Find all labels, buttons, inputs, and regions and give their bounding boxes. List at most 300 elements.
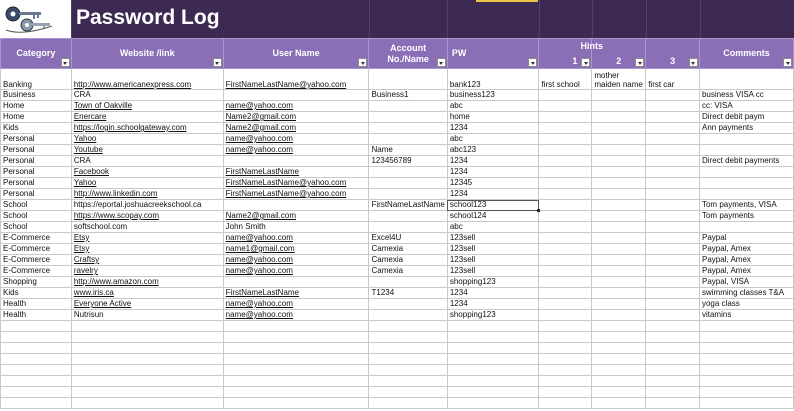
empty-cell[interactable] — [646, 332, 700, 343]
cell-category[interactable]: Personal — [1, 167, 72, 178]
cell-category[interactable]: School — [1, 211, 72, 222]
header-hint-2[interactable] — [580, 39, 646, 69]
empty-cell[interactable] — [646, 343, 700, 354]
cell-account[interactable] — [369, 178, 447, 189]
cell-hint-1[interactable]: first school — [539, 69, 592, 90]
empty-cell[interactable] — [592, 343, 646, 354]
empty-cell[interactable] — [71, 354, 223, 365]
cell-comments[interactable]: Paypal — [699, 233, 793, 244]
cell-category[interactable]: E-Commerce — [1, 255, 72, 266]
cell-category[interactable]: Personal — [1, 134, 72, 145]
empty-cell[interactable] — [223, 354, 369, 365]
cell-hint-1[interactable] — [539, 310, 592, 321]
cell-account[interactable]: FirstNameLastName — [369, 200, 447, 211]
cell-hint-3[interactable] — [646, 123, 700, 134]
cell-hint-1[interactable] — [539, 288, 592, 299]
cell-username[interactable]: Name2@gmail.com — [223, 123, 369, 134]
column-divider — [700, 0, 701, 38]
cell-category[interactable]: Personal — [1, 156, 72, 167]
empty-cell[interactable] — [539, 354, 592, 365]
empty-cell[interactable] — [592, 354, 646, 365]
cell-hint-3[interactable] — [646, 310, 700, 321]
cell-comments[interactable] — [699, 178, 793, 189]
cell-username[interactable]: FirstNameLastName@yahoo.com — [223, 178, 369, 189]
cell-password[interactable]: abc — [447, 222, 539, 233]
cell-username[interactable]: name@yahoo.com — [223, 145, 369, 156]
cell-website[interactable]: https://login.schoolgateway.com — [71, 123, 223, 134]
cell-comments[interactable]: Ann payments — [699, 123, 793, 134]
cell-website[interactable]: www.iris.ca — [71, 288, 223, 299]
cell-account[interactable]: Name — [369, 145, 447, 156]
cell-website[interactable]: CRA — [71, 90, 223, 101]
filter-dropdown-icon[interactable] — [528, 58, 537, 67]
empty-cell[interactable] — [699, 398, 793, 409]
empty-cell[interactable] — [71, 398, 223, 409]
empty-cell[interactable] — [539, 332, 592, 343]
empty-cell[interactable] — [369, 354, 447, 365]
keys-logo-icon — [0, 0, 72, 38]
cell-password[interactable]: shopping123 — [447, 310, 539, 321]
cell-hint-2[interactable] — [592, 178, 646, 189]
cell-password[interactable]: business123 — [447, 90, 539, 101]
header-label: Website /link — [119, 48, 175, 58]
filter-dropdown-icon[interactable] — [581, 58, 590, 67]
cell-website[interactable]: ravelry — [71, 266, 223, 277]
cell-hint-1[interactable] — [539, 123, 592, 134]
column-divider — [592, 0, 593, 38]
cell-account[interactable] — [369, 69, 447, 90]
cell-username[interactable]: FirstNameLastName — [223, 288, 369, 299]
cell-comments[interactable]: Direct debit paym — [699, 112, 793, 123]
cell-category[interactable]: Personal — [1, 145, 72, 156]
cell-comments[interactable]: Tom payments — [699, 211, 793, 222]
cell-password[interactable]: abc123 — [447, 145, 539, 156]
cell-website[interactable]: Facebook — [71, 167, 223, 178]
empty-cell[interactable] — [646, 365, 700, 376]
empty-cell[interactable] — [1, 354, 72, 365]
cell-website[interactable]: Yahoo — [71, 134, 223, 145]
cell-hint-3[interactable] — [646, 90, 700, 101]
empty-cell[interactable] — [646, 398, 700, 409]
cell-hint-3[interactable] — [646, 134, 700, 145]
empty-cell[interactable] — [447, 343, 539, 354]
table-row — [1, 211, 794, 222]
cell-username[interactable]: John Smith — [223, 222, 369, 233]
cell-username[interactable]: FirstNameLastName@yahoo.com — [223, 69, 369, 90]
cell-password[interactable]: 123sell — [447, 255, 539, 266]
cell-password[interactable]: 1234 — [447, 123, 539, 134]
empty-cell[interactable] — [539, 387, 592, 398]
cell-category[interactable]: Home — [1, 112, 72, 123]
cell-password[interactable]: home — [447, 112, 539, 123]
cell-account[interactable]: T1234 — [369, 288, 447, 299]
cell-website[interactable]: Nutrisun — [71, 310, 223, 321]
cell-password[interactable]: school124 — [447, 211, 539, 222]
cell-website[interactable]: softschool.com — [71, 222, 223, 233]
empty-cell[interactable] — [592, 398, 646, 409]
cell-website[interactable]: https://eportal.joshuacreekschool.ca — [71, 200, 223, 211]
empty-cell[interactable] — [1, 332, 72, 343]
empty-cell[interactable] — [223, 376, 369, 387]
cell-username[interactable]: Name2@gmail.com — [223, 211, 369, 222]
filter-dropdown-icon[interactable] — [437, 58, 446, 67]
cell-comments[interactable]: Tom payments, VISA — [699, 200, 793, 211]
cell-hint-3[interactable] — [646, 299, 700, 310]
cell-comments[interactable]: yoga class — [699, 299, 793, 310]
empty-cell[interactable] — [369, 321, 447, 332]
empty-cell[interactable] — [447, 398, 539, 409]
cell-password[interactable]: 1234 — [447, 189, 539, 200]
cell-hint-3[interactable] — [646, 156, 700, 167]
cell-username[interactable]: name@yahoo.com — [223, 233, 369, 244]
empty-cell[interactable] — [646, 376, 700, 387]
cell-website[interactable]: http://www.linkedin.com — [71, 189, 223, 200]
cell-hint-1[interactable] — [539, 156, 592, 167]
cell-category[interactable]: Health — [1, 299, 72, 310]
empty-cell[interactable] — [646, 354, 700, 365]
cell-website[interactable]: Craftsy — [71, 255, 223, 266]
cell-hint-1[interactable] — [539, 277, 592, 288]
cell-hint-3[interactable] — [646, 222, 700, 233]
header-category[interactable] — [1, 39, 72, 69]
empty-cell[interactable] — [1, 376, 72, 387]
cell-hint-3[interactable] — [646, 112, 700, 123]
empty-row — [1, 365, 794, 376]
empty-cell[interactable] — [223, 387, 369, 398]
cell-category[interactable]: Kids — [1, 123, 72, 134]
cell-hint-2[interactable] — [592, 310, 646, 321]
cell-website[interactable]: Enercare — [71, 112, 223, 123]
cell-comments[interactable] — [699, 167, 793, 178]
cell-comments[interactable] — [699, 189, 793, 200]
cell-hint-2[interactable] — [592, 90, 646, 101]
cell-account[interactable] — [369, 222, 447, 233]
cell-website[interactable]: Town of Oakville — [71, 101, 223, 112]
cell-username[interactable] — [223, 277, 369, 288]
filter-dropdown-icon[interactable] — [783, 58, 792, 67]
cell-hint-2[interactable] — [592, 167, 646, 178]
empty-cell[interactable] — [699, 332, 793, 343]
cell-hint-1[interactable] — [539, 90, 592, 101]
cell-hint-1[interactable] — [539, 222, 592, 233]
cell-website[interactable]: CRA — [71, 156, 223, 167]
cell-website[interactable]: Etsy — [71, 244, 223, 255]
cell-hint-3[interactable] — [646, 178, 700, 189]
cell-hint-2[interactable]: mother maiden name — [592, 69, 646, 90]
cell-account[interactable] — [369, 167, 447, 178]
empty-cell[interactable] — [699, 365, 793, 376]
cell-hint-3[interactable] — [646, 211, 700, 222]
cell-password[interactable]: abc — [447, 101, 539, 112]
empty-cell[interactable] — [71, 343, 223, 354]
cell-hint-3[interactable] — [646, 101, 700, 112]
cell-username[interactable]: name@yahoo.com — [223, 255, 369, 266]
cell-password[interactable]: 123sell — [447, 233, 539, 244]
cell-website[interactable]: http://www.amazon.com — [71, 277, 223, 288]
cell-hint-2[interactable] — [592, 112, 646, 123]
empty-cell[interactable] — [223, 398, 369, 409]
header-pw[interactable] — [447, 39, 539, 69]
column-divider — [539, 0, 540, 38]
empty-cell[interactable] — [223, 321, 369, 332]
cell-website[interactable]: Youtube — [71, 145, 223, 156]
empty-cell[interactable] — [447, 321, 539, 332]
cell-category[interactable]: Health — [1, 310, 72, 321]
cell-username[interactable]: FirstNameLastName@yahoo.com — [223, 189, 369, 200]
header-hint-3[interactable] — [646, 39, 700, 69]
cell-comments[interactable]: swimming classes T&A — [699, 288, 793, 299]
cell-comments[interactable]: business VISA cc — [699, 90, 793, 101]
cell-hint-1[interactable] — [539, 178, 592, 189]
cell-comments[interactable]: Paypal, VISA — [699, 277, 793, 288]
cell-username[interactable] — [223, 156, 369, 167]
empty-cell[interactable] — [699, 321, 793, 332]
cell-password[interactable]: 12345 — [447, 178, 539, 189]
cell-username[interactable]: FirstNameLastName — [223, 167, 369, 178]
cell-password[interactable]: 123sell — [447, 244, 539, 255]
cell-comments[interactable]: Paypal, Amex — [699, 255, 793, 266]
empty-cell[interactable] — [223, 343, 369, 354]
cell-hint-1[interactable] — [539, 101, 592, 112]
empty-cell[interactable] — [539, 365, 592, 376]
empty-cell[interactable] — [539, 376, 592, 387]
empty-cell[interactable] — [539, 398, 592, 409]
cell-category[interactable]: E-Commerce — [1, 233, 72, 244]
empty-cell[interactable] — [592, 376, 646, 387]
empty-cell[interactable] — [592, 365, 646, 376]
cell-hint-2[interactable] — [592, 134, 646, 145]
cell-hint-2[interactable] — [592, 189, 646, 200]
empty-cell[interactable] — [1, 398, 72, 409]
cell-hint-1[interactable] — [539, 200, 592, 211]
cell-hint-2[interactable] — [592, 156, 646, 167]
empty-cell[interactable] — [369, 376, 447, 387]
cell-hint-1[interactable] — [539, 112, 592, 123]
cell-comments[interactable]: Direct debit payments — [699, 156, 793, 167]
empty-cell[interactable] — [592, 387, 646, 398]
empty-cell[interactable] — [369, 398, 447, 409]
cell-account[interactable] — [369, 134, 447, 145]
cell-account[interactable]: Camexia — [369, 266, 447, 277]
cell-hint-3[interactable] — [646, 145, 700, 156]
cell-category[interactable]: E-Commerce — [1, 244, 72, 255]
cell-comments[interactable]: vitamins — [699, 310, 793, 321]
cell-username[interactable]: name@yahoo.com — [223, 134, 369, 145]
empty-cell[interactable] — [447, 354, 539, 365]
empty-cell[interactable] — [539, 321, 592, 332]
empty-cell[interactable] — [71, 365, 223, 376]
empty-cell[interactable] — [592, 332, 646, 343]
empty-row — [1, 321, 794, 332]
cell-account[interactable] — [369, 189, 447, 200]
cell-category[interactable]: Personal — [1, 178, 72, 189]
cell-hint-3[interactable] — [646, 189, 700, 200]
cell-password[interactable]: 1234 — [447, 288, 539, 299]
cell-account[interactable] — [369, 310, 447, 321]
cell-hint-1[interactable] — [539, 134, 592, 145]
fill-handle[interactable] — [537, 209, 540, 212]
cell-username[interactable]: name@yahoo.com — [223, 299, 369, 310]
filter-dropdown-icon[interactable] — [213, 58, 222, 67]
cell-hint-3[interactable] — [646, 277, 700, 288]
header-comments[interactable] — [699, 39, 793, 69]
empty-cell[interactable] — [369, 387, 447, 398]
cell-account[interactable]: Camexia — [369, 244, 447, 255]
cell-hint-2[interactable] — [592, 277, 646, 288]
cell-hint-3[interactable] — [646, 167, 700, 178]
cell-hint-1[interactable] — [539, 255, 592, 266]
cell-hint-1[interactable] — [539, 266, 592, 277]
cell-category[interactable]: Personal — [1, 189, 72, 200]
cell-hint-3[interactable] — [646, 255, 700, 266]
cell-account[interactable] — [369, 123, 447, 134]
empty-cell[interactable] — [369, 365, 447, 376]
cell-website[interactable]: Yahoo — [71, 178, 223, 189]
cell-hint-2[interactable] — [592, 145, 646, 156]
filter-dropdown-icon[interactable] — [635, 58, 644, 67]
empty-cell[interactable] — [1, 387, 72, 398]
cell-account[interactable] — [369, 299, 447, 310]
cell-hint-1[interactable] — [539, 299, 592, 310]
cell-hint-1[interactable] — [539, 233, 592, 244]
cell-username[interactable] — [223, 90, 369, 101]
empty-cell[interactable] — [592, 321, 646, 332]
cell-account[interactable]: Business1 — [369, 90, 447, 101]
cell-password[interactable]: 1234 — [447, 156, 539, 167]
cell-category[interactable]: School — [1, 200, 72, 211]
cell-account[interactable] — [369, 101, 447, 112]
cell-hint-2[interactable] — [592, 244, 646, 255]
header-label: Comments — [723, 48, 770, 58]
empty-cell[interactable] — [71, 332, 223, 343]
cell-username[interactable]: name@yahoo.com — [223, 310, 369, 321]
cell-website[interactable]: Everyone Active — [71, 299, 223, 310]
empty-cell[interactable] — [699, 376, 793, 387]
cell-hint-2[interactable] — [592, 299, 646, 310]
cell-comments[interactable] — [699, 222, 793, 233]
empty-cell[interactable] — [223, 332, 369, 343]
filter-dropdown-icon[interactable] — [61, 58, 70, 67]
empty-cell[interactable] — [71, 376, 223, 387]
cell-account[interactable]: Excel4U — [369, 233, 447, 244]
cell-category[interactable]: Home — [1, 101, 72, 112]
cell-comments[interactable]: Paypal, Amex — [699, 244, 793, 255]
cell-account[interactable] — [369, 211, 447, 222]
cell-password[interactable]: 123sell — [447, 266, 539, 277]
empty-cell[interactable] — [71, 321, 223, 332]
column-divider — [369, 0, 370, 38]
cell-hint-2[interactable] — [592, 200, 646, 211]
cell-password[interactable]: shopping123 — [447, 277, 539, 288]
cell-account[interactable]: 123456789 — [369, 156, 447, 167]
empty-cell[interactable] — [1, 321, 72, 332]
empty-cell[interactable] — [646, 321, 700, 332]
cell-hint-2[interactable] — [592, 255, 646, 266]
cell-category[interactable]: Shopping — [1, 277, 72, 288]
cell-username[interactable]: name@yahoo.com — [223, 266, 369, 277]
empty-cell[interactable] — [699, 387, 793, 398]
cell-hint-3[interactable]: first car — [646, 69, 700, 90]
filter-dropdown-icon[interactable] — [689, 58, 698, 67]
cell-username[interactable]: name@yahoo.com — [223, 101, 369, 112]
cell-hint-2[interactable] — [592, 233, 646, 244]
cell-password[interactable]: school123 — [447, 200, 539, 211]
cell-hint-1[interactable] — [539, 244, 592, 255]
cell-comments[interactable]: Paypal, Amex — [699, 266, 793, 277]
cell-username[interactable]: name1@gmail.com — [223, 244, 369, 255]
header-account[interactable] — [369, 39, 447, 69]
cell-hint-3[interactable] — [646, 244, 700, 255]
cell-hint-1[interactable] — [539, 211, 592, 222]
empty-row — [1, 376, 794, 387]
cell-hint-3[interactable] — [646, 200, 700, 211]
empty-cell[interactable] — [223, 365, 369, 376]
empty-row — [1, 332, 794, 343]
empty-cell[interactable] — [369, 343, 447, 354]
cell-hint-2[interactable] — [592, 266, 646, 277]
empty-cell[interactable] — [447, 332, 539, 343]
cell-category[interactable]: Banking — [1, 69, 72, 90]
cell-hint-1[interactable] — [539, 145, 592, 156]
cell-hint-1[interactable] — [539, 167, 592, 178]
cell-account[interactable] — [369, 112, 447, 123]
empty-cell[interactable] — [369, 332, 447, 343]
cell-hint-1[interactable] — [539, 189, 592, 200]
cell-comments[interactable]: cc: VISA — [699, 101, 793, 112]
empty-cell[interactable] — [71, 387, 223, 398]
cell-comments[interactable] — [699, 134, 793, 145]
cell-hint-3[interactable] — [646, 233, 700, 244]
cell-comments[interactable] — [699, 69, 793, 90]
empty-cell[interactable] — [447, 376, 539, 387]
cell-password[interactable]: bank123 — [447, 69, 539, 90]
cell-category[interactable]: E-Commerce — [1, 266, 72, 277]
cell-category[interactable]: Business — [1, 90, 72, 101]
empty-cell[interactable] — [447, 387, 539, 398]
cell-website[interactable]: http://www.americanexpress.com — [71, 69, 223, 90]
cell-password[interactable]: 1234 — [447, 167, 539, 178]
empty-cell[interactable] — [699, 354, 793, 365]
cell-hint-3[interactable] — [646, 288, 700, 299]
filter-dropdown-icon[interactable] — [358, 58, 367, 67]
empty-cell[interactable] — [447, 365, 539, 376]
empty-cell[interactable] — [539, 343, 592, 354]
cell-hint-2[interactable] — [592, 288, 646, 299]
cell-comments[interactable] — [699, 145, 793, 156]
empty-cell[interactable] — [646, 387, 700, 398]
cell-hint-2[interactable] — [592, 222, 646, 233]
cell-category[interactable]: School — [1, 222, 72, 233]
cell-website[interactable]: https://www.scopay.com — [71, 211, 223, 222]
cell-hint-2[interactable] — [592, 123, 646, 134]
empty-cell[interactable] — [1, 343, 72, 354]
cell-website[interactable]: Etsy — [71, 233, 223, 244]
header-username[interactable] — [223, 39, 369, 69]
empty-cell[interactable] — [699, 343, 793, 354]
cell-username[interactable] — [223, 200, 369, 211]
cell-username[interactable]: Name2@gmail.com — [223, 112, 369, 123]
header-website[interactable] — [71, 39, 223, 69]
cell-account[interactable] — [369, 277, 447, 288]
empty-cell[interactable] — [1, 365, 72, 376]
cell-hint-2[interactable] — [592, 211, 646, 222]
cell-hint-3[interactable] — [646, 266, 700, 277]
cell-password[interactable]: 1234 — [447, 299, 539, 310]
cell-account[interactable]: Camexia — [369, 255, 447, 266]
cell-password[interactable]: abc — [447, 134, 539, 145]
cell-category[interactable]: Kids — [1, 288, 72, 299]
cell-hint-2[interactable] — [592, 101, 646, 112]
